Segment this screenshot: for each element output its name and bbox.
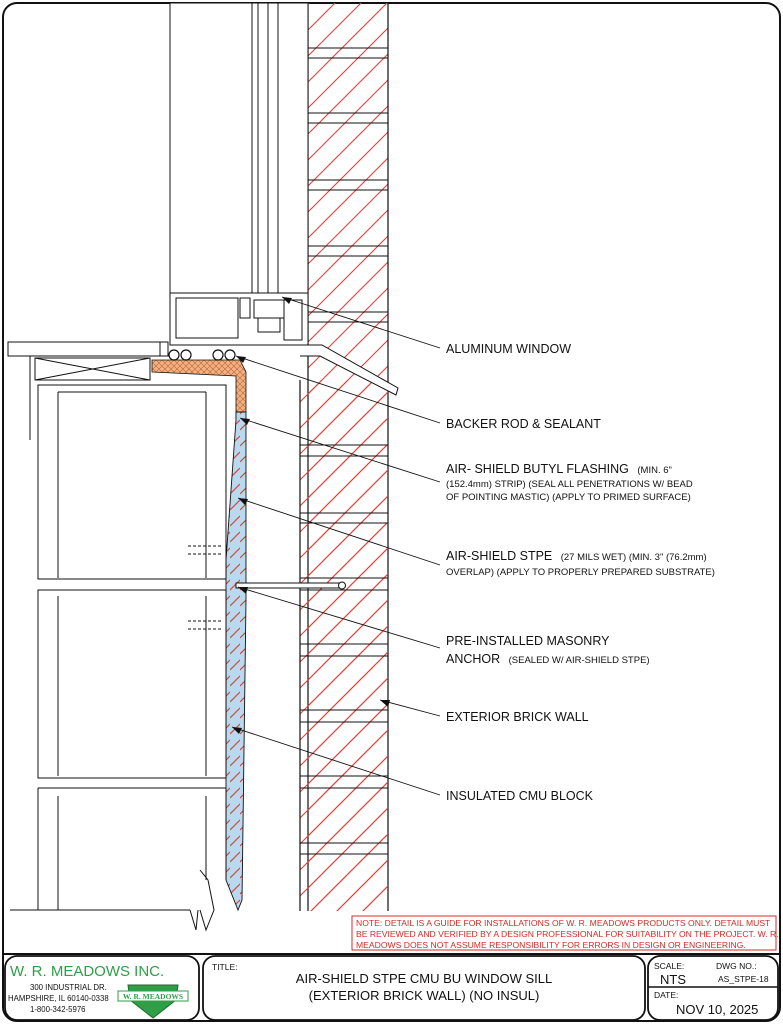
aluminum-window [170,3,308,345]
exterior-brick-wall [300,3,388,911]
callout-cmu-block: INSULATED CMU BLOCK [446,789,594,803]
callout-stpe-detail-1: OVERLAP) (APPLY TO PROPERLY PREPARED SUBSTRATE) [446,567,715,578]
dwg-label: DWG NO.: [716,961,757,971]
interior-sill [8,342,168,440]
callout-backer-rod: BACKER ROD & SEALANT [446,417,601,431]
callout-butyl-flashing: AIR- SHIELD BUTYL FLASHING (MIN. 6" [446,462,672,476]
masonry-anchor [236,582,346,589]
scale-value: NTS [660,972,686,987]
drawing-title-line-1: AIR-SHIELD STPE CMU BU WINDOW SILL [295,971,553,986]
drawing-title-line-2: (EXTERIOR BRICK WALL) (NO INSUL) [308,988,540,1003]
title-block [3,954,780,1020]
note-line-2: BE REVIEWED AND VERIFIED BY A DESIGN PROFESSIONAL FOR SUITABILITY ON THE PROJECT. W. R. [356,929,779,939]
title-label: TITLE: [212,962,238,972]
callout-masonry-anchor: PRE-INSTALLED MASONRY [446,634,610,648]
insulated-cmu-block [10,385,226,930]
disclaimer-note [352,916,779,950]
date-value: NOV 10, 2025 [676,1002,759,1017]
svg-text:W. R. MEADOWS: W. R. MEADOWS [122,992,184,1001]
note-line-3: MEADOWS DOES NOT ASSUME RESPONSIBILITY FOR ERRORS IN DESIGN OR ENGINEERING. [356,940,746,950]
callout-aluminum-window: ALUMINUM WINDOW [446,342,571,356]
dwg-value: AS_STPE-18 [718,974,769,984]
company-address-1: 300 INDUSTRIAL DR. [30,983,107,992]
note-line-1: NOTE: DETAIL IS A GUIDE FOR INSTALLATIONS OF W. R. MEADOWS PRODUCTS ONLY. DETAIL MUST [356,918,771,928]
backer-rod [169,350,235,360]
butyl-flashing [152,360,246,420]
callout-butyl-detail-1: (152.4mm) STRIP) (SEAL ALL PENETRATIONS W/ BEAD [446,479,693,490]
company-address-2: HAMPSHIRE, IL 60140-0338 [8,994,109,1003]
date-label: DATE: [654,990,679,1000]
stpe-membrane [226,412,246,910]
callout-brick-wall: EXTERIOR BRICK WALL [446,710,589,724]
company-phone: 1-800-342-5976 [30,1005,86,1014]
sheet-border [3,3,780,1021]
callout-masonry-anchor-2: ANCHOR (SEALED W/ AIR-SHIELD STPE) [446,652,650,666]
company-name: W. R. MEADOWS INC. [10,963,165,980]
callout-labels [446,342,715,803]
callout-stpe: AIR-SHIELD STPE (27 MILS WET) (MIN. 3" (76.2mm) [446,549,707,563]
scale-label: SCALE: [654,961,685,971]
callout-butyl-detail-2: OF POINTING MASTIC) (APPLY TO PRIMED SURFACE) [446,492,691,503]
